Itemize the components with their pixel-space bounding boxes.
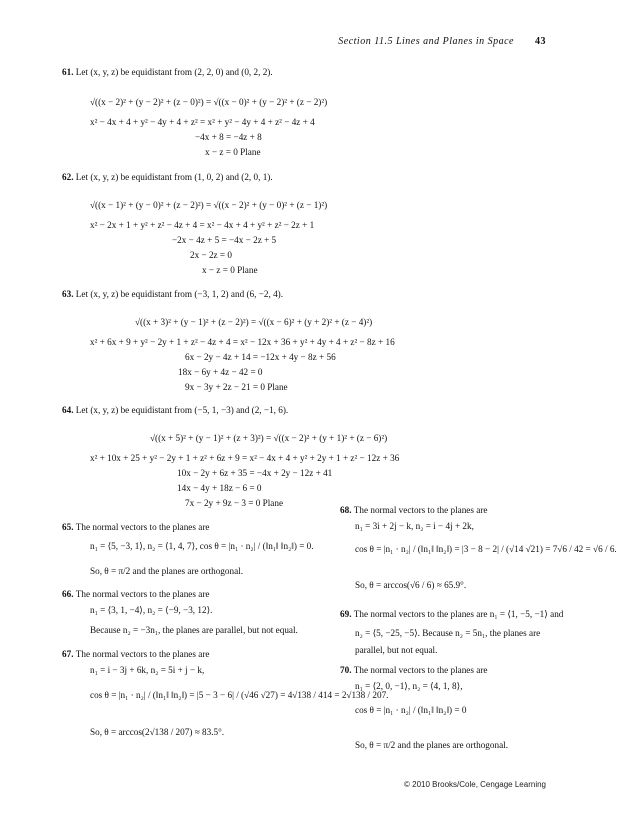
problem-number: 61. — [62, 67, 76, 77]
equation-line: So, θ = arccos(2√138 / 207) ≈ 83.5°. — [90, 727, 225, 737]
problem-number: 65. — [62, 522, 76, 532]
equation-line: 6x − 2y − 4z + 14 = −12x + 4y − 8z + 56 — [185, 352, 336, 362]
problem-number: 63. — [62, 289, 76, 299]
problem-number: 66. — [62, 589, 76, 599]
problem-number: 67. — [62, 649, 76, 659]
copyright-notice: © 2010 Brooks/Cole, Cengage Learning — [404, 780, 546, 789]
equation-line: −4x + 8 = −4z + 8 — [195, 132, 262, 142]
problem-number: 69. — [340, 609, 354, 619]
equation-line: Because n₂ = −3n₁, the planes are parallel, but not equal. — [90, 625, 298, 635]
section-title: Section 11.5 Lines and Planes in Space — [338, 36, 514, 47]
equation-line: cos θ = |n₁ · n₂| / (‖n₁‖ ‖n₂‖) = 0 — [355, 705, 467, 715]
equation-line: x² + 6x + 9 + y² − 2y + 1 + z² − 4z + 4 = x² − 12x + 36 + y² + 4y + 4 + z² − 8z + 16 — [90, 337, 395, 347]
problem-statement: 62. Let (x, y, z) be equidistant from (1, 0, 2) and (2, 0, 1). — [62, 172, 273, 182]
problem-statement: 65. The normal vectors to the planes are — [62, 522, 210, 532]
equation-line: x² − 4x + 4 + y² − 4y + 4 + z² = x² + y² − 4y + 4 + z² − 4z + 4 — [90, 117, 315, 127]
equation-line: So, θ = π/2 and the planes are orthogonal. — [90, 566, 244, 576]
equation-line: 10x − 2y + 6z + 35 = −4x + 2y − 12z + 41 — [177, 468, 333, 478]
equation-line: 2x − 2z = 0 — [190, 250, 233, 260]
problem-statement: 69. The normal vectors to the planes are n₁ = ⟨1, −5, −1⟩ and — [340, 609, 564, 619]
equation-line: 14x − 4y + 18z − 6 = 0 — [177, 483, 262, 493]
equation-line: √((x − 2)² + (y − 2)² + (z − 0)²) = √((x − 0)² + (y − 2)² + (z − 2)²) — [90, 97, 328, 107]
equation-line: n₁ = ⟨3, 1, −4⟩, n₂ = ⟨−9, −3, 12⟩. — [90, 605, 213, 615]
problem-statement: 64. Let (x, y, z) be equidistant from (−5, 1, −3) and (2, −1, 6). — [62, 405, 289, 415]
equation-line: n₁ = i − 3j + 6k, n₂ = 5i + j − k, — [90, 665, 205, 675]
equation-line: x² − 2x + 1 + y² + z² − 4z + 4 = x² − 4x + 4 + y² + z² − 2z + 1 — [90, 220, 315, 230]
equation-line: x − z = 0 Plane — [202, 265, 258, 275]
equation-line: √((x + 3)² + (y − 1)² + (z − 2)²) = √((x − 6)² + (y + 2)² + (z − 4)²) — [135, 317, 373, 327]
page-number: 43 — [535, 36, 546, 47]
problem-statement: 68. The normal vectors to the planes are — [340, 505, 488, 515]
problem-number: 64. — [62, 405, 76, 415]
equation-line: 18x − 6y + 4z − 42 = 0 — [178, 367, 263, 377]
equation-line: parallel, but not equal. — [355, 645, 438, 655]
problem-number: 62. — [62, 172, 76, 182]
equation-line: n₁ = ⟨2, 0, −1⟩, n₂ = ⟨4, 1, 8⟩, — [355, 681, 463, 691]
equation-line: cos θ = |n₁ · n₂| / (‖n₁‖ ‖n₂‖) = |5 − 3 − 6| / (√46 √27) = 4√138 / 414 = 2√138 / 207. — [90, 690, 389, 700]
equation-line: 7x − 2y + 9z − 3 = 0 Plane — [185, 498, 284, 508]
problem-number: 68. — [340, 505, 354, 515]
equation-line: n₁ = ⟨5, −3, 1⟩, n₂ = ⟨1, 4, 7⟩, cos θ = |n₁ · n₂| / (‖n₁‖ ‖n₂‖) = 0. — [90, 541, 314, 551]
equation-line: So, θ = arccos(√6 / 6) ≈ 65.9°. — [355, 580, 467, 590]
problem-statement: 67. The normal vectors to the planes are — [62, 649, 210, 659]
equation-line: x − z = 0 Plane — [205, 147, 261, 157]
equation-line: 9x − 3y + 2z − 21 = 0 Plane — [185, 382, 288, 392]
problem-statement: 63. Let (x, y, z) be equidistant from (−3, 1, 2) and (6, −2, 4). — [62, 289, 284, 299]
equation-line: n₁ = 3i + 2j − k, n₂ = i − 4j + 2k, — [355, 521, 474, 531]
problem-statement: 70. The normal vectors to the planes are — [340, 665, 488, 675]
equation-line: √((x + 5)² + (y − 1)² + (z + 3)²) = √((x − 2)² + (y + 1)² + (z − 6)²) — [150, 433, 388, 443]
equation-line: cos θ = |n₁ · n₂| / (‖n₁‖ ‖n₂‖) = |3 − 8 − 2| / (√14 √21) = 7√6 / 42 = √6 / 6. — [355, 544, 617, 554]
problem-statement: 66. The normal vectors to the planes are — [62, 589, 210, 599]
equation-line: So, θ = π/2 and the planes are orthogonal. — [355, 740, 509, 750]
equation-line: −2x − 4z + 5 = −4x − 2z + 5 — [172, 235, 277, 245]
equation-line: x² + 10x + 25 + y² − 2y + 1 + z² + 6z + 9 = x² − 4x + 4 + y² + 2y + 1 + z² − 12z + 36 — [90, 453, 400, 463]
equation-line: √((x − 1)² + (y − 0)² + (z − 2)²) = √((x − 2)² + (y − 0)² + (z − 1)²) — [90, 200, 328, 210]
problem-statement: 61. Let (x, y, z) be equidistant from (2, 2, 0) and (0, 2, 2). — [62, 67, 273, 77]
equation-line: n₂ = ⟨5, −25, −5⟩. Because n₂ = 5n₁, the planes are — [355, 628, 541, 638]
problem-number: 70. — [340, 665, 354, 675]
